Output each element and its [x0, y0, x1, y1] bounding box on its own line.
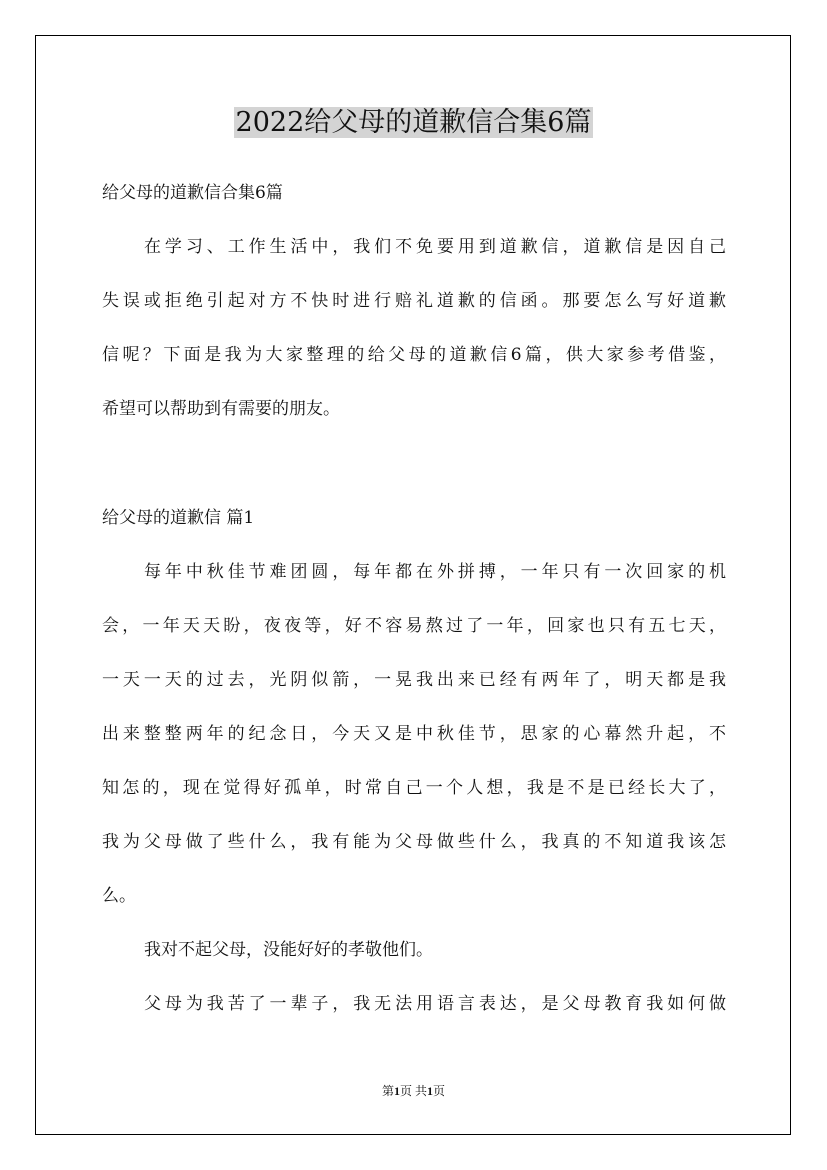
intro-line-2: 失误或拒绝引起对方不快时进行赔礼道歉的信函。那要怎么写好道歉: [102, 291, 726, 311]
para1-line-5: 知怎的，现在觉得好孤单，时常自己一个人想，我是不是已经长大了，: [102, 778, 726, 798]
footer-page-mid: 页 共: [399, 1084, 427, 1098]
document-title: [0, 103, 827, 143]
footer-page-suffix: 页: [433, 1084, 446, 1098]
page-footer: [0, 1083, 827, 1099]
footer-total-pages: 1: [427, 1084, 433, 1098]
document-title-text: 2022给父母的道歉信合集6篇: [235, 107, 592, 138]
para3-line-1: 父母为我苦了一辈子，我无法用语言表达，是父母教育我如何做: [144, 994, 726, 1014]
para1-line-1: 每年中秋佳节难团圆，每年都在外拼搏，一年只有一次回家的机: [144, 562, 726, 582]
section-heading: 给父母的道歉信 篇1: [102, 508, 255, 528]
document-subtitle: 给父母的道歉信合集6篇: [102, 183, 283, 203]
intro-line-1: 在学习、工作生活中，我们不免要用到道歉信，道歉信是因自己: [144, 237, 726, 257]
footer-page-number: 1: [393, 1084, 400, 1098]
para1-line-4: 出来整整两年的纪念日，今天又是中秋佳节，思家的心幕然升起，不: [102, 724, 726, 744]
footer-page-prefix: 第: [381, 1084, 394, 1098]
intro-line-4: 希望可以帮助到有需要的朋友。: [102, 399, 340, 419]
intro-line-3: 信呢？下面是我为大家整理的给父母的道歉信6篇，供大家参考借鉴，: [102, 345, 726, 365]
para1-line-2: 会，一年天天盼，夜夜等，好不容易熬过了一年，回家也只有五七天，: [102, 616, 726, 636]
para1-line-7: 么。: [102, 886, 136, 906]
para2: 我对不起父母，没能好好的孝敬他们。: [144, 940, 433, 960]
para1-line-6: 我为父母做了些什么，我有能为父母做些什么，我真的不知道我该怎: [102, 832, 726, 852]
para1-line-3: 一天一天的过去，光阴似箭，一晃我出来已经有两年了，明天都是我: [102, 670, 726, 690]
